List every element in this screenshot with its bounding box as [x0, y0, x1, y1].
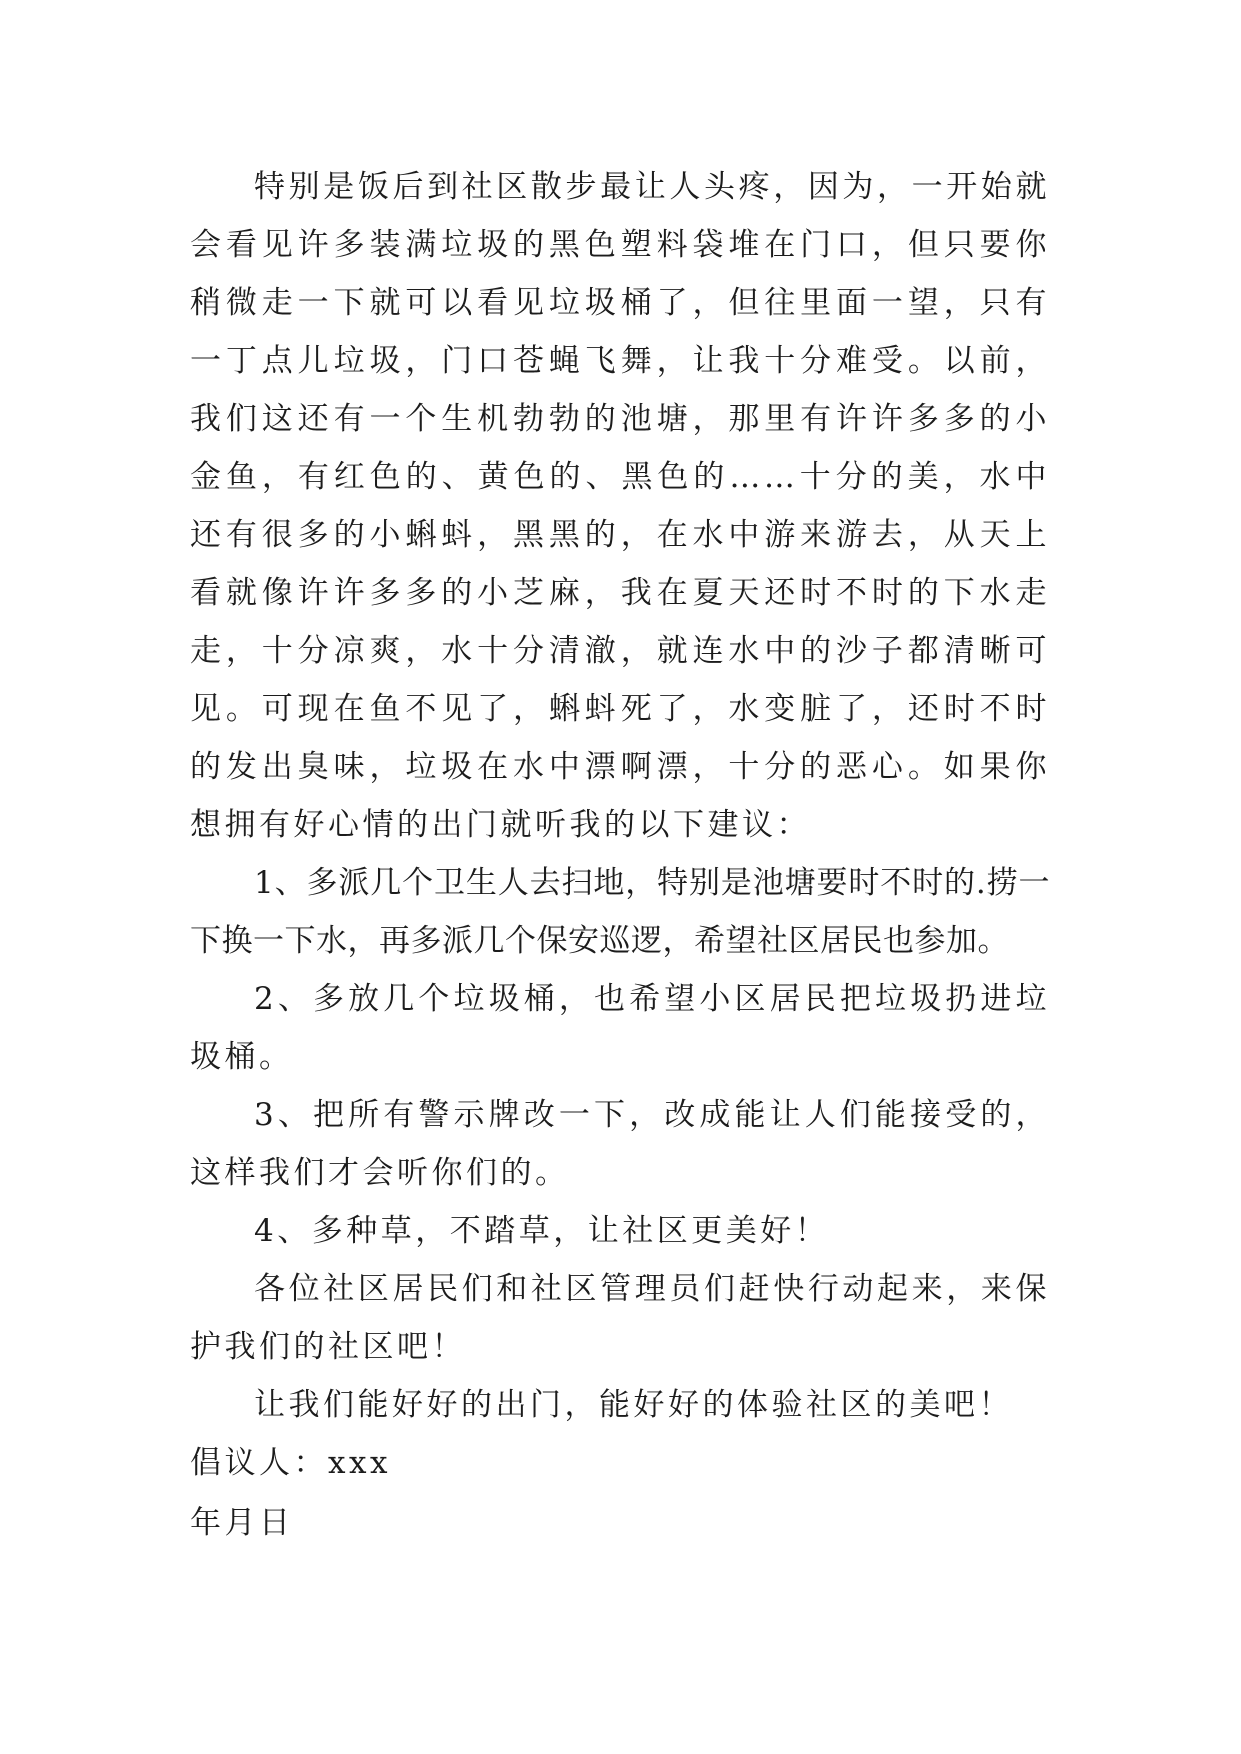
- proposer-signature: 倡议人：xxx: [190, 1445, 391, 1481]
- suggestion-1: 1、多派几个卫生人去扫地，特别是池塘要时不时的.捞一下换一下水，再多派几个保安巡逻，希望社区居民也参加。: [190, 865, 1050, 959]
- document-body: [190, 158, 1050, 1552]
- call-to-action: 各位社区居民们和社区管理员们赶快行动起来，来保护我们的社区吧！: [190, 1271, 1050, 1365]
- suggestion-3: 3、把所有警示牌改一下，改成能让人们能接受的，这样我们才会听你们的。: [190, 1097, 1050, 1191]
- date-line: 年月日: [190, 1505, 294, 1541]
- paragraph-intro: 特别是饭后到社区散步最让人头疼，因为，一开始就会看见许多装满垃圾的黑色塑料袋堆在门口，但只要你稍微走一下就可以看见垃圾桶了，但往里面一望，只有一丁点儿垃圾，门口苍蝇飞舞，让我十分难受。以前，我们这还有一个生机勃勃的池塘，那里有许许多多的小金鱼，有红色的、黄色的、黑色的……十分的美，水中还有很多的小蝌蚪，黑黑的，在水中游来游去，从天上看就像许许多多的小芝麻，我在夏天还时不时的下水走走，十分凉爽，水十分清澈，就连水中的沙子都清晰可见。可现在鱼不见了，蝌蚪死了，水变脏了，还时不时的发出臭味，垃圾在水中漂啊漂，十分的恶心。如果你想拥有好心情的出门就听我的以下建议：: [190, 169, 1050, 843]
- suggestion-4: 4、多种草，不踏草，让社区更美好！: [254, 1213, 830, 1249]
- closing-line: 让我们能好好的出门，能好好的体验社区的美吧！: [254, 1387, 1013, 1423]
- suggestion-2: 2、多放几个垃圾桶，也希望小区居民把垃圾扔进垃圾桶。: [190, 981, 1050, 1075]
